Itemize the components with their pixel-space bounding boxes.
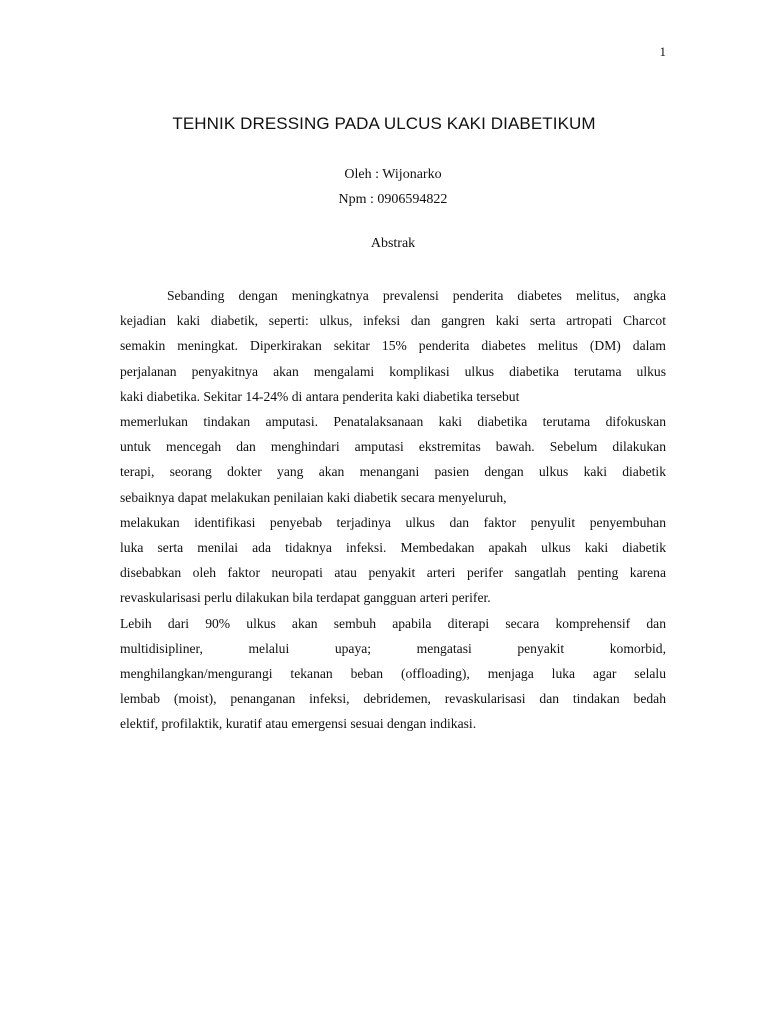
abstract-line: kaki diabetika. Sekitar 14-24% di antara penderita kaki diabetika tersebut bbox=[120, 388, 520, 404]
abstract-line: perjalanan penyakitnya akan mengalami komplikasi ulkus diabetika terutama ulkus bbox=[120, 363, 666, 379]
abstract-line: Lebih dari 90% ulkus akan sembuh apabila diterapi secara komprehensif dan bbox=[120, 615, 666, 631]
abstract-body bbox=[120, 283, 666, 737]
abstract-line: disebabkan oleh faktor neuropati atau penyakit arteri perifer sangatlah penting karena bbox=[120, 565, 666, 581]
abstract-line: lembab (moist), penanganan infeksi, debridemen, revaskularisasi dan tindakan bedah bbox=[120, 691, 666, 707]
abstract-line: menghilangkan/mengurangi tekanan beban (offloading), menjaga luka agar selalu bbox=[120, 666, 666, 682]
abstract-line: revaskularisasi perlu dilakukan bila terdapat gangguan arteri perifer. bbox=[120, 590, 491, 606]
document-title: TEHNIK DRESSING PADA ULCUS KAKI DIABETIKUM bbox=[172, 114, 596, 133]
abstract-line: sebaiknya dapat melakukan penilaian kaki diabetik secara menyeluruh, bbox=[120, 489, 507, 505]
abstract-line: untuk mencegah dan menghindari amputasi ekstremitas bawah. Sebelum dilakukan bbox=[120, 439, 666, 455]
abstract-line: elektif, profilaktik, kuratif atau emergensi sesuai dengan indikasi. bbox=[120, 716, 477, 732]
author-block bbox=[0, 162, 768, 212]
abstract-line: memerlukan tindakan amputasi. Penatalaksanaan kaki diabetika terutama difokuskan bbox=[120, 414, 666, 430]
abstract-line: multidisipliner, melalui upaya; mengatasi penyakit komorbid, bbox=[120, 640, 666, 656]
abstract-line: luka serta menilai ada tidaknya infeksi. Membedakan apakah ulkus kaki diabetik bbox=[120, 540, 666, 556]
abstract-heading: Abstrak bbox=[370, 236, 416, 251]
student-number: Npm : 0906594822 bbox=[338, 192, 448, 207]
page-number: 1 bbox=[659, 44, 666, 59]
abstract-line: terapi, seorang dokter yang akan menangani pasien dengan ulkus kaki diabetik bbox=[120, 464, 666, 480]
abstract-line: Sebanding dengan meningkatnya prevalensi penderita diabetes melitus, angka bbox=[167, 288, 666, 303]
abstract-line: semakin meningkat. Diperkirakan sekitar 15% penderita diabetes melitus (DM) dalam bbox=[120, 338, 666, 354]
author-name: Oleh : Wijonarko bbox=[344, 167, 442, 182]
abstract-line: melakukan identifikasi penyebab terjadinya ulkus dan faktor penyulit penyembuhan bbox=[120, 514, 666, 530]
abstract-line: kejadian kaki diabetik, seperti: ulkus, infeksi dan gangren kaki serta artropati Charcot bbox=[120, 313, 666, 329]
